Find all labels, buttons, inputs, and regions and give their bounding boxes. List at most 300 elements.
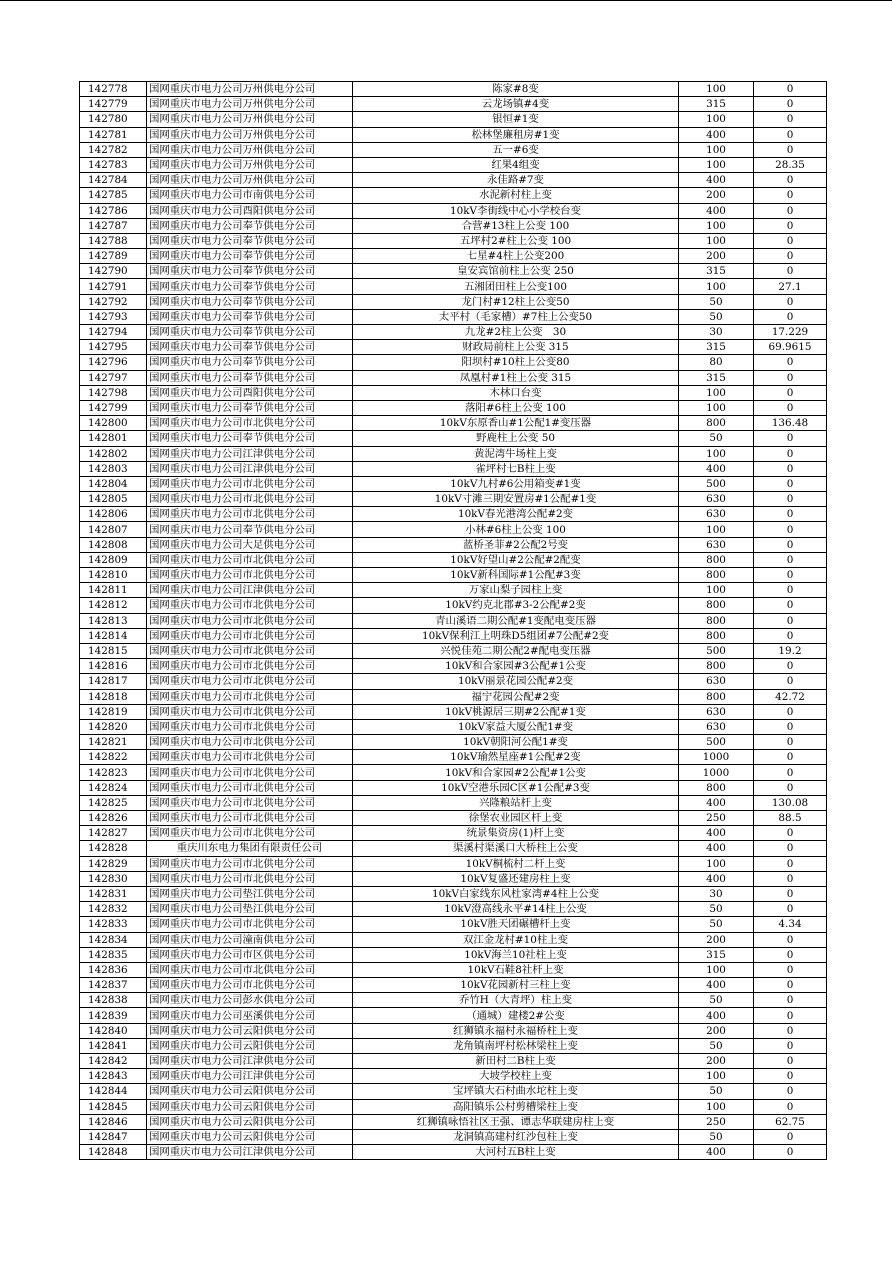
- cell-company: 国网重庆市电力公司市北供电分公司: [147, 568, 353, 583]
- cell-value: 0: [754, 400, 827, 415]
- cell-capacity: 630: [679, 537, 754, 552]
- cell-capacity: 400: [679, 826, 754, 841]
- cell-id: 142794: [80, 325, 147, 340]
- cell-company: 国网重庆市电力公司市北供电分公司: [147, 750, 353, 765]
- cell-id: 142817: [80, 674, 147, 689]
- cell-value: 136.48: [754, 416, 827, 431]
- cell-company: 国网重庆市电力公司市北供电分公司: [147, 507, 353, 522]
- cell-id: 142847: [80, 1129, 147, 1144]
- cell-capacity: 400: [679, 795, 754, 810]
- cell-capacity: 400: [679, 1145, 754, 1160]
- cell-capacity: 315: [679, 947, 754, 962]
- cell-id: 142800: [80, 416, 147, 431]
- cell-value: 0: [754, 431, 827, 446]
- cell-transformer-name: 红狮镇咏悟社区王强、谭志华联建房柱上变: [353, 1114, 679, 1129]
- cell-capacity: 50: [679, 1129, 754, 1144]
- cell-company: 国网重庆市电力公司市北供电分公司: [147, 735, 353, 750]
- cell-capacity: 100: [679, 218, 754, 233]
- cell-company: 国网重庆市电力公司市北供电分公司: [147, 689, 353, 704]
- cell-id: 142820: [80, 719, 147, 734]
- cell-id: 142839: [80, 1008, 147, 1023]
- cell-value: 0: [754, 1099, 827, 1114]
- cell-id: 142827: [80, 826, 147, 841]
- table-row: [80, 917, 827, 932]
- cell-value: 0: [754, 446, 827, 461]
- cell-id: 142826: [80, 811, 147, 826]
- cell-id: 142840: [80, 1023, 147, 1038]
- cell-capacity: 1000: [679, 765, 754, 780]
- cell-value: 42.72: [754, 689, 827, 704]
- cell-company: 国网重庆市电力公司奉节供电分公司: [147, 400, 353, 415]
- cell-value: 0: [754, 886, 827, 901]
- cell-company: 国网重庆市电力公司江津供电分公司: [147, 583, 353, 598]
- table-row: [80, 947, 827, 962]
- cell-capacity: 200: [679, 188, 754, 203]
- cell-transformer-name: 10kV瑜然星座#1公配#2变: [353, 750, 679, 765]
- cell-value: 0: [754, 552, 827, 567]
- cell-transformer-name: 高阳镇乐公村剪槽梁柱上变: [353, 1099, 679, 1114]
- cell-value: 17.229: [754, 325, 827, 340]
- cell-value: 0: [754, 507, 827, 522]
- cell-value: 0: [754, 112, 827, 127]
- cell-capacity: 315: [679, 340, 754, 355]
- cell-value: 0: [754, 947, 827, 962]
- cell-capacity: 30: [679, 325, 754, 340]
- table-row: [80, 826, 827, 841]
- cell-value: 0: [754, 203, 827, 218]
- cell-transformer-name: 落阳#6柱上公变 100: [353, 400, 679, 415]
- table-row: [80, 568, 827, 583]
- cell-company: 国网重庆市电力公司云阳供电分公司: [147, 1099, 353, 1114]
- cell-capacity: 630: [679, 719, 754, 734]
- cell-value: 0: [754, 1129, 827, 1144]
- table-row: [80, 598, 827, 613]
- cell-id: 142809: [80, 552, 147, 567]
- cell-capacity: 630: [679, 492, 754, 507]
- cell-capacity: 50: [679, 1038, 754, 1053]
- cell-transformer-name: 五坪村2#柱上公变 100: [353, 233, 679, 248]
- cell-capacity: 800: [679, 628, 754, 643]
- cell-transformer-name: 皇安宾馆前柱上公变 250: [353, 264, 679, 279]
- cell-company: 国网重庆市电力公司市北供电分公司: [147, 978, 353, 993]
- table-row: [80, 1054, 827, 1069]
- cell-company: 国网重庆市电力公司奉节供电分公司: [147, 249, 353, 264]
- cell-transformer-name: 10kV澄高线永平#14柱上公变: [353, 902, 679, 917]
- cell-id: 142780: [80, 112, 147, 127]
- cell-id: 142841: [80, 1038, 147, 1053]
- table-row: [80, 142, 827, 157]
- cell-value: 88.5: [754, 811, 827, 826]
- table-row: [80, 461, 827, 476]
- table-row: [80, 765, 827, 780]
- cell-capacity: 800: [679, 659, 754, 674]
- cell-capacity: 400: [679, 978, 754, 993]
- cell-id: 142831: [80, 886, 147, 901]
- cell-capacity: 50: [679, 993, 754, 1008]
- cell-id: 142805: [80, 492, 147, 507]
- cell-id: 142796: [80, 355, 147, 370]
- cell-company: 国网重庆市电力公司云阳供电分公司: [147, 1084, 353, 1099]
- cell-transformer-name: 10kV东原香山#1公配1#变压器: [353, 416, 679, 431]
- table-row: [80, 780, 827, 795]
- cell-company: 国网重庆市电力公司奉节供电分公司: [147, 279, 353, 294]
- cell-value: 0: [754, 628, 827, 643]
- cell-id: 142806: [80, 507, 147, 522]
- cell-value: 0: [754, 1069, 827, 1084]
- cell-capacity: 400: [679, 127, 754, 142]
- cell-company: 国网重庆市电力公司市北供电分公司: [147, 416, 353, 431]
- table-row: [80, 97, 827, 112]
- cell-id: 142814: [80, 628, 147, 643]
- page-top-rule: [0, 0, 892, 1]
- cell-id: 142804: [80, 476, 147, 491]
- cell-capacity: 200: [679, 932, 754, 947]
- cell-id: 142788: [80, 233, 147, 248]
- cell-id: 142825: [80, 795, 147, 810]
- cell-capacity: 800: [679, 568, 754, 583]
- cell-id: 142798: [80, 385, 147, 400]
- cell-capacity: 315: [679, 264, 754, 279]
- cell-transformer-name: 10kV复盛还建房柱上变: [353, 871, 679, 886]
- cell-value: 0: [754, 583, 827, 598]
- cell-value: 0: [754, 127, 827, 142]
- cell-capacity: 250: [679, 811, 754, 826]
- table-row: [80, 1129, 827, 1144]
- cell-capacity: 400: [679, 871, 754, 886]
- cell-id: 142779: [80, 97, 147, 112]
- table-row: [80, 1145, 827, 1160]
- cell-transformer-name: 10kV胜天团碾槽杆上变: [353, 917, 679, 932]
- cell-transformer-name: 财政局前柱上公变 315: [353, 340, 679, 355]
- cell-transformer-name: 木林口台变: [353, 385, 679, 400]
- cell-transformer-name: 10kV石鞋8社杆上变: [353, 962, 679, 977]
- cell-transformer-name: 10kV丽景花园公配#2变: [353, 674, 679, 689]
- cell-company: 国网重庆市电力公司市北供电分公司: [147, 674, 353, 689]
- cell-transformer-name: 渠溪村渠溪口大桥柱上公变: [353, 841, 679, 856]
- table-row: [80, 962, 827, 977]
- cell-capacity: 1000: [679, 750, 754, 765]
- cell-id: 142845: [80, 1099, 147, 1114]
- cell-company: 国网重庆市电力公司江津供电分公司: [147, 1054, 353, 1069]
- cell-id: 142818: [80, 689, 147, 704]
- cell-value: 0: [754, 233, 827, 248]
- cell-company: 国网重庆市电力公司市北供电分公司: [147, 704, 353, 719]
- cell-company: 国网重庆市电力公司酉阳供电分公司: [147, 203, 353, 218]
- cell-value: 0: [754, 188, 827, 203]
- cell-id: 142786: [80, 203, 147, 218]
- cell-transformer-name: 10kV家益大厦公配1#变: [353, 719, 679, 734]
- table-row: [80, 127, 827, 142]
- cell-capacity: 100: [679, 962, 754, 977]
- table-row: [80, 400, 827, 415]
- cell-value: 0: [754, 750, 827, 765]
- cell-capacity: 250: [679, 1114, 754, 1129]
- table-row: [80, 613, 827, 628]
- table-row: [80, 537, 827, 552]
- cell-capacity: 630: [679, 674, 754, 689]
- cell-company: 国网重庆市电力公司市北供电分公司: [147, 659, 353, 674]
- cell-capacity: 100: [679, 112, 754, 127]
- cell-capacity: 30: [679, 886, 754, 901]
- cell-value: 0: [754, 841, 827, 856]
- cell-transformer-name: 陈家#8变: [353, 82, 679, 97]
- table-row: [80, 188, 827, 203]
- cell-company: 国网重庆市电力公司市北供电分公司: [147, 628, 353, 643]
- cell-company: 国网重庆市电力公司江津供电分公司: [147, 461, 353, 476]
- cell-value: 0: [754, 476, 827, 491]
- table-row: [80, 476, 827, 491]
- cell-id: 142787: [80, 218, 147, 233]
- cell-company: 国网重庆市电力公司市北供电分公司: [147, 476, 353, 491]
- cell-transformer-name: （通城）建楼2#公变: [353, 1008, 679, 1023]
- table-row: [80, 1069, 827, 1084]
- cell-transformer-name: 松林堡廉租房#1变: [353, 127, 679, 142]
- cell-company: 国网重庆市电力公司市北供电分公司: [147, 871, 353, 886]
- cell-transformer-name: 万家山梨子园柱上变: [353, 583, 679, 598]
- cell-transformer-name: 合营#13柱上公变 100: [353, 218, 679, 233]
- cell-id: 142822: [80, 750, 147, 765]
- cell-company: 国网重庆市电力公司万州供电分公司: [147, 157, 353, 172]
- cell-value: 27.1: [754, 279, 827, 294]
- cell-transformer-name: 龙角镇南坪村松林梁柱上变: [353, 1038, 679, 1053]
- cell-capacity: 100: [679, 583, 754, 598]
- cell-company: 国网重庆市电力公司万州供电分公司: [147, 112, 353, 127]
- table-row: [80, 811, 827, 826]
- cell-transformer-name: 野鹿柱上公变 50: [353, 431, 679, 446]
- cell-id: 142837: [80, 978, 147, 993]
- table-row: [80, 492, 827, 507]
- cell-capacity: 500: [679, 643, 754, 658]
- cell-capacity: 100: [679, 142, 754, 157]
- cell-value: 0: [754, 1084, 827, 1099]
- cell-value: 0: [754, 1008, 827, 1023]
- cell-transformer-name: 雀坪村七B柱上变: [353, 461, 679, 476]
- cell-transformer-name: 10kV新科国际#1公配#3变: [353, 568, 679, 583]
- cell-capacity: 100: [679, 279, 754, 294]
- cell-transformer-name: 兴悦佳苑二期公配2#配电变压器: [353, 643, 679, 658]
- cell-company: 国网重庆市电力公司万州供电分公司: [147, 97, 353, 112]
- table-row: [80, 340, 827, 355]
- cell-company: 国网重庆市电力公司江津供电分公司: [147, 446, 353, 461]
- cell-value: 0: [754, 765, 827, 780]
- cell-company: 国网重庆市电力公司万州供电分公司: [147, 127, 353, 142]
- table-row: [80, 978, 827, 993]
- cell-capacity: 400: [679, 841, 754, 856]
- cell-transformer-name: 宝坪镇大石村曲水坨柱上变: [353, 1084, 679, 1099]
- cell-id: 142846: [80, 1114, 147, 1129]
- cell-transformer-name: 黄泥湾牛场柱上变: [353, 446, 679, 461]
- table-row: [80, 689, 827, 704]
- cell-transformer-name: 九龙#2柱上公变 30: [353, 325, 679, 340]
- cell-company: 国网重庆市电力公司奉节供电分公司: [147, 370, 353, 385]
- table-row: [80, 249, 827, 264]
- cell-capacity: 400: [679, 173, 754, 188]
- cell-company: 国网重庆市电力公司云阳供电分公司: [147, 1023, 353, 1038]
- cell-id: 142835: [80, 947, 147, 962]
- cell-value: 0: [754, 537, 827, 552]
- cell-value: 0: [754, 309, 827, 324]
- cell-capacity: 50: [679, 1084, 754, 1099]
- cell-value: 0: [754, 780, 827, 795]
- transformer-table-body: [80, 82, 827, 1160]
- table-row: [80, 583, 827, 598]
- cell-id: 142829: [80, 856, 147, 871]
- cell-transformer-name: 10kV李街线中心小学校台变: [353, 203, 679, 218]
- cell-transformer-name: 红果4组变: [353, 157, 679, 172]
- table-row: [80, 112, 827, 127]
- cell-value: 4.34: [754, 917, 827, 932]
- cell-transformer-name: 双江金龙村#10柱上变: [353, 932, 679, 947]
- cell-transformer-name: 蓝桥圣菲#2公配2号变: [353, 537, 679, 552]
- cell-transformer-name: 10kV寸滩三期安置房#1公配#1变: [353, 492, 679, 507]
- cell-id: 142815: [80, 643, 147, 658]
- cell-id: 142783: [80, 157, 147, 172]
- cell-id: 142843: [80, 1069, 147, 1084]
- cell-id: 142821: [80, 735, 147, 750]
- cell-capacity: 800: [679, 780, 754, 795]
- table-row: [80, 264, 827, 279]
- cell-capacity: 200: [679, 249, 754, 264]
- table-row: [80, 750, 827, 765]
- cell-id: 142811: [80, 583, 147, 598]
- cell-company: 国网重庆市电力公司云阳供电分公司: [147, 1129, 353, 1144]
- table-row: [80, 659, 827, 674]
- table-row: [80, 173, 827, 188]
- table-row: [80, 279, 827, 294]
- cell-company: 国网重庆市电力公司市北供电分公司: [147, 826, 353, 841]
- table-row: [80, 719, 827, 734]
- cell-value: 0: [754, 1038, 827, 1053]
- table-row: [80, 841, 827, 856]
- cell-id: 142819: [80, 704, 147, 719]
- table-row: [80, 902, 827, 917]
- cell-value: 0: [754, 492, 827, 507]
- cell-capacity: 100: [679, 1069, 754, 1084]
- cell-id: 142848: [80, 1145, 147, 1160]
- cell-id: 142782: [80, 142, 147, 157]
- table-row: [80, 294, 827, 309]
- cell-id: 142838: [80, 993, 147, 1008]
- cell-transformer-name: 龙门村#12柱上公变50: [353, 294, 679, 309]
- cell-value: 0: [754, 264, 827, 279]
- table-row: [80, 522, 827, 537]
- table-row: [80, 1099, 827, 1114]
- cell-id: 142784: [80, 173, 147, 188]
- cell-value: 0: [754, 856, 827, 871]
- cell-company: 国网重庆市电力公司万州供电分公司: [147, 82, 353, 97]
- cell-capacity: 630: [679, 704, 754, 719]
- table-row: [80, 674, 827, 689]
- cell-company: 国网重庆市电力公司垫江供电分公司: [147, 902, 353, 917]
- cell-transformer-name: 10kV桃源居三期#2公配#1变: [353, 704, 679, 719]
- cell-id: 142816: [80, 659, 147, 674]
- cell-transformer-name: 龙洞镇高建村红沙包柱上变: [353, 1129, 679, 1144]
- cell-id: 142830: [80, 871, 147, 886]
- cell-company: 重庆川东电力集团有限责任公司: [147, 841, 353, 856]
- cell-value: 0: [754, 97, 827, 112]
- table-row: [80, 871, 827, 886]
- cell-company: 国网重庆市电力公司彭水供电分公司: [147, 993, 353, 1008]
- cell-transformer-name: 永佳路#7变: [353, 173, 679, 188]
- cell-capacity: 800: [679, 689, 754, 704]
- cell-id: 142801: [80, 431, 147, 446]
- cell-capacity: 80: [679, 355, 754, 370]
- cell-value: 0: [754, 142, 827, 157]
- cell-value: 0: [754, 993, 827, 1008]
- table-row: [80, 704, 827, 719]
- cell-capacity: 800: [679, 613, 754, 628]
- cell-company: 国网重庆市电力公司市北供电分公司: [147, 719, 353, 734]
- cell-value: 0: [754, 659, 827, 674]
- cell-company: 国网重庆市电力公司市北供电分公司: [147, 962, 353, 977]
- cell-value: 0: [754, 173, 827, 188]
- cell-id: 142810: [80, 568, 147, 583]
- cell-capacity: 50: [679, 917, 754, 932]
- cell-value: 0: [754, 218, 827, 233]
- cell-id: 142807: [80, 522, 147, 537]
- cell-transformer-name: 10kV和合家园#2公配#1公变: [353, 765, 679, 780]
- cell-value: 130.08: [754, 795, 827, 810]
- cell-company: 国网重庆市电力公司市北供电分公司: [147, 780, 353, 795]
- cell-company: 国网重庆市电力公司市北供电分公司: [147, 613, 353, 628]
- cell-capacity: 100: [679, 82, 754, 97]
- cell-id: 142836: [80, 962, 147, 977]
- cell-transformer-name: 青山溪语二期公配#1变配电变压器: [353, 613, 679, 628]
- cell-id: 142823: [80, 765, 147, 780]
- cell-capacity: 100: [679, 157, 754, 172]
- table-row: [80, 157, 827, 172]
- cell-id: 142833: [80, 917, 147, 932]
- cell-company: 国网重庆市电力公司潼南供电分公司: [147, 932, 353, 947]
- cell-value: 0: [754, 370, 827, 385]
- cell-id: 142791: [80, 279, 147, 294]
- cell-id: 142828: [80, 841, 147, 856]
- cell-capacity: 315: [679, 370, 754, 385]
- table-row: [80, 416, 827, 431]
- cell-id: 142832: [80, 902, 147, 917]
- cell-company: 国网重庆市电力公司万州供电分公司: [147, 173, 353, 188]
- table-row: [80, 932, 827, 947]
- cell-capacity: 100: [679, 522, 754, 537]
- cell-value: 0: [754, 568, 827, 583]
- cell-id: 142842: [80, 1054, 147, 1069]
- cell-value: 0: [754, 598, 827, 613]
- table-row: [80, 1008, 827, 1023]
- table-row: [80, 82, 827, 97]
- cell-transformer-name: 10kV春光港湾公配#2变: [353, 507, 679, 522]
- cell-capacity: 100: [679, 233, 754, 248]
- cell-transformer-name: 10kV好望山#2公配#2配变: [353, 552, 679, 567]
- cell-company: 国网重庆市电力公司市北供电分公司: [147, 856, 353, 871]
- cell-capacity: 400: [679, 203, 754, 218]
- cell-company: 国网重庆市电力公司奉节供电分公司: [147, 522, 353, 537]
- cell-value: 0: [754, 522, 827, 537]
- table-row: [80, 218, 827, 233]
- cell-value: 69.9615: [754, 340, 827, 355]
- cell-company: 国网重庆市电力公司市北供电分公司: [147, 643, 353, 658]
- cell-value: 0: [754, 902, 827, 917]
- cell-transformer-name: 10kV和合家园#3公配#1公变: [353, 659, 679, 674]
- table-row: [80, 1114, 827, 1129]
- cell-company: 国网重庆市电力公司奉节供电分公司: [147, 309, 353, 324]
- cell-company: 国网重庆市电力公司奉节供电分公司: [147, 218, 353, 233]
- cell-transformer-name: 10kV白家线东风杜家湾#4柱上公变: [353, 886, 679, 901]
- cell-transformer-name: 乔竹H（大青坪）柱上变: [353, 993, 679, 1008]
- cell-id: 142803: [80, 461, 147, 476]
- cell-company: 国网重庆市电力公司云阳供电分公司: [147, 1114, 353, 1129]
- cell-transformer-name: 七星#4柱上公变200: [353, 249, 679, 264]
- cell-id: 142834: [80, 932, 147, 947]
